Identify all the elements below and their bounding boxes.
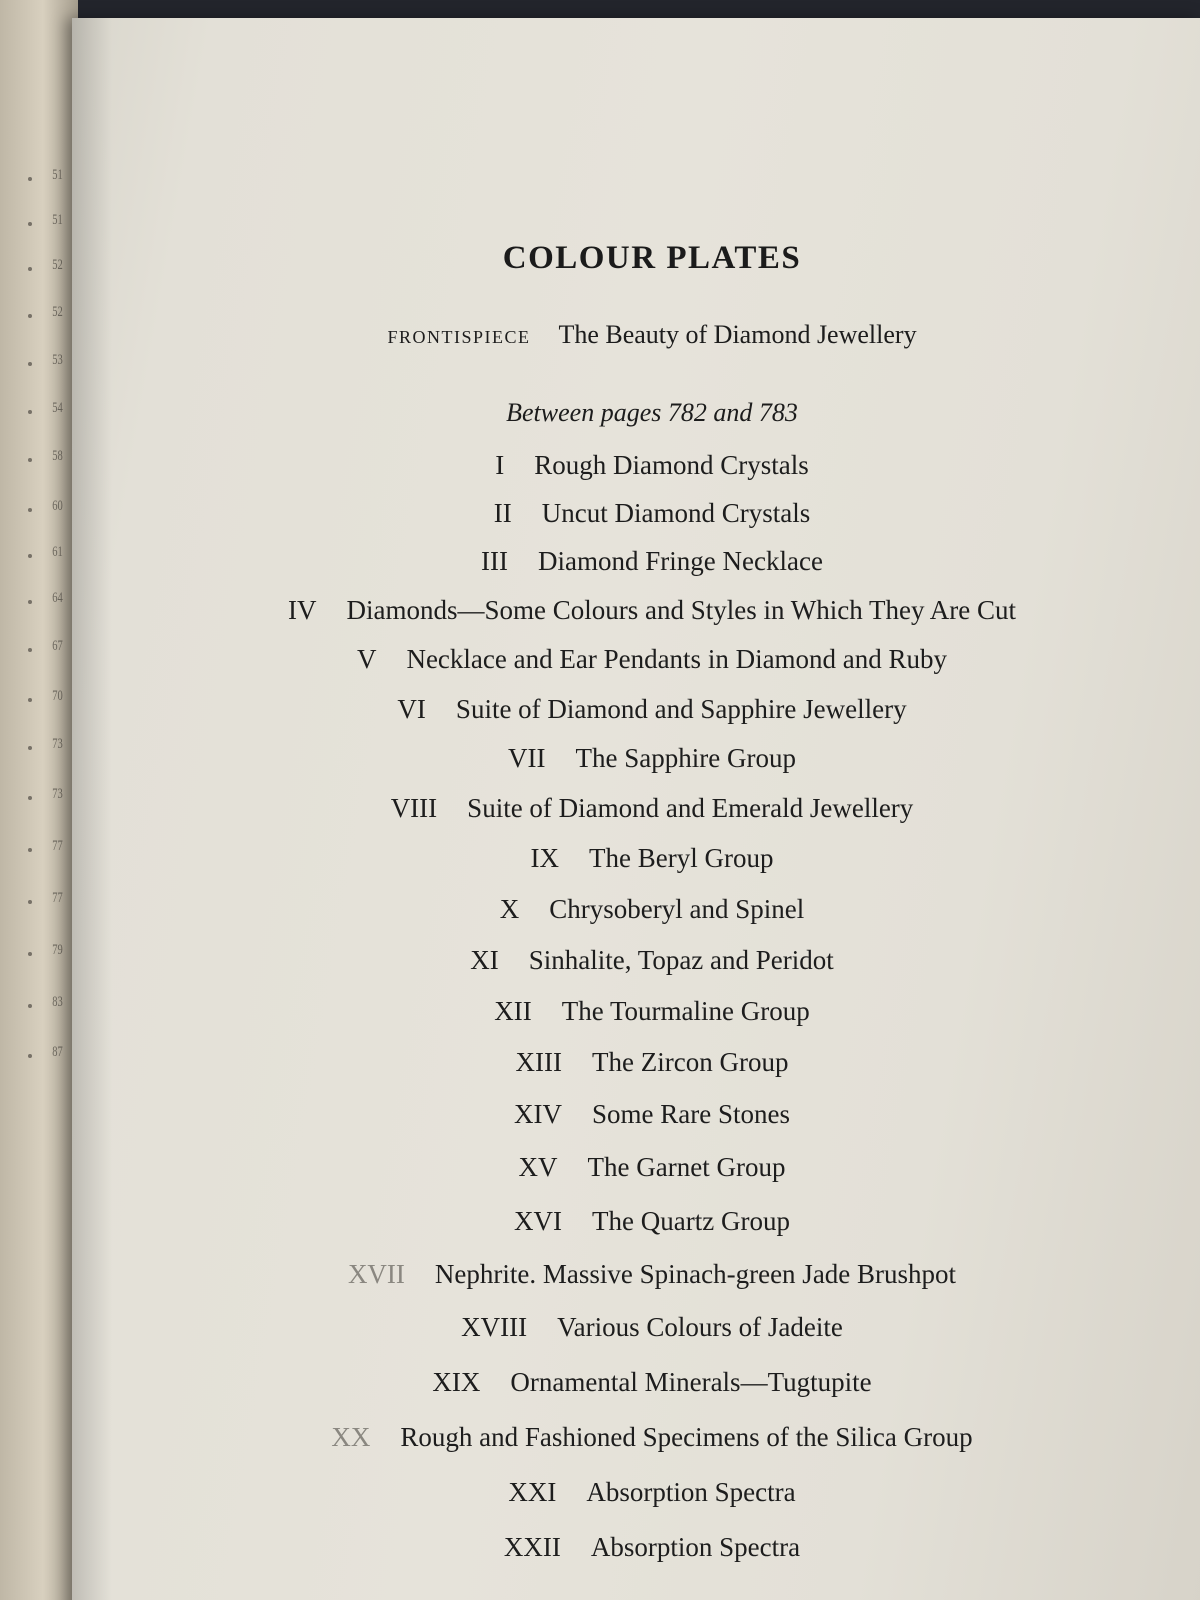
leader-dot	[28, 314, 32, 318]
plate-entry	[72, 1152, 1200, 1183]
previous-page-edge	[0, 0, 78, 1600]
plate-title: Diamond Fringe Necklace	[538, 546, 823, 576]
leader-dot	[28, 648, 32, 652]
leader-dot	[28, 698, 32, 702]
plate-title: Necklace and Ear Pendants in Diamond and Ruby	[406, 644, 948, 674]
plate-number: XIV	[514, 1099, 562, 1129]
leader-dot	[28, 177, 32, 181]
leader-dot	[28, 458, 32, 462]
plate-entry	[72, 843, 1200, 874]
plate-number: XII	[494, 996, 532, 1026]
plate-number: IV	[288, 595, 317, 625]
edge-page-number: 77	[52, 838, 63, 854]
frontispiece-title: The Beauty of Diamond Jewellery	[558, 320, 917, 349]
plate-number: II	[493, 498, 512, 528]
plate-number: XVI	[514, 1206, 563, 1236]
page-title: COLOUR PLATES	[502, 240, 802, 276]
plate-entry	[72, 894, 1200, 925]
plate-number: XX	[331, 1422, 371, 1452]
leader-dot	[28, 848, 32, 852]
plate-title: Sinhalite, Topaz and Peridot	[528, 945, 834, 975]
plate-entry	[72, 793, 1200, 824]
edge-page-number: 53	[52, 352, 63, 368]
leader-dot	[28, 362, 32, 366]
plate-number: XV	[518, 1152, 558, 1182]
leader-dot	[28, 1004, 32, 1008]
leader-dot	[28, 222, 32, 226]
plate-title: Rough and Fashioned Specimens of the Silica Group	[400, 1422, 973, 1452]
plate-title: Suite of Diamond and Emerald Jewellery	[467, 793, 914, 823]
plate-entry	[72, 694, 1200, 725]
plate-title: The Zircon Group	[592, 1047, 789, 1077]
plate-number: XXI	[508, 1477, 557, 1507]
plate-title: The Beryl Group	[589, 843, 774, 873]
edge-page-number: 51	[52, 167, 63, 183]
leader-dot	[28, 1054, 32, 1058]
plate-number: XXII	[503, 1532, 561, 1562]
edge-page-number: 60	[52, 498, 63, 514]
edge-page-number: 79	[52, 942, 63, 958]
plate-title: Ornamental Minerals—Tugtupite	[510, 1367, 872, 1397]
leader-dot	[28, 554, 32, 558]
plate-number: X	[499, 894, 520, 924]
plate-entry	[72, 595, 1200, 626]
plate-number: IX	[530, 843, 560, 873]
frontispiece-label: FRONTISPIECE	[387, 327, 531, 347]
edge-page-number: 73	[52, 786, 63, 802]
edge-page-number: 73	[52, 736, 63, 752]
plate-title: Chrysoberyl and Spinel	[549, 894, 805, 924]
between-pages-note: Between pages 782 and 783	[506, 398, 798, 427]
leader-dot	[28, 952, 32, 956]
plate-number: V	[356, 644, 377, 674]
leader-dot	[28, 600, 32, 604]
leader-dot	[28, 746, 32, 750]
plate-title: The Quartz Group	[592, 1206, 790, 1236]
plate-entry	[72, 1099, 1200, 1130]
plate-title: Uncut Diamond Crystals	[541, 498, 811, 528]
plate-entry	[72, 1422, 1200, 1453]
leader-dot	[28, 900, 32, 904]
edge-page-number: 67	[52, 638, 63, 654]
plate-number: XIX	[432, 1367, 481, 1397]
leader-dot	[28, 508, 32, 512]
edge-page-number: 70	[52, 688, 63, 704]
plate-title: Absorption Spectra	[590, 1532, 801, 1562]
plate-number: VIII	[390, 793, 438, 823]
plate-title: The Sapphire Group	[575, 743, 796, 773]
plate-entry	[72, 1532, 1200, 1563]
plate-entry	[72, 1477, 1200, 1508]
plate-title: Diamonds—Some Colours and Styles in Which They Are Cut	[346, 595, 1016, 625]
plate-title: The Garnet Group	[587, 1152, 786, 1182]
plate-number: XVII	[347, 1259, 405, 1289]
edge-page-number: 77	[52, 890, 63, 906]
plate-number: VII	[508, 743, 546, 773]
plate-entry	[72, 1367, 1200, 1398]
plate-number: III	[481, 546, 509, 576]
edge-page-number: 61	[52, 544, 63, 560]
plate-title: Rough Diamond Crystals	[534, 450, 809, 480]
plate-title: Absorption Spectra	[586, 1477, 796, 1507]
edge-page-number: 54	[52, 400, 63, 416]
edge-page-number: 52	[52, 257, 63, 273]
plate-number: XIII	[515, 1047, 563, 1077]
plate-title: Nephrite. Massive Spinach-green Jade Brushpot	[434, 1259, 957, 1289]
plate-title: Some Rare Stones	[592, 1099, 790, 1129]
edge-page-number: 52	[52, 304, 63, 320]
edge-page-number: 64	[52, 590, 63, 606]
leader-dot	[28, 267, 32, 271]
plate-number: VI	[397, 694, 426, 724]
plate-entry	[72, 996, 1200, 1027]
plate-entry	[72, 644, 1200, 675]
edge-page-number: 51	[52, 212, 63, 228]
plate-entry	[72, 743, 1200, 774]
plate-number: XVIII	[461, 1312, 528, 1342]
plate-entry	[72, 546, 1200, 577]
edge-page-number: 58	[52, 448, 63, 464]
plate-entry	[72, 1259, 1200, 1290]
plate-entry	[72, 1206, 1200, 1237]
plate-entry	[72, 498, 1200, 529]
frontispiece-entry	[72, 320, 1200, 350]
plate-number: I	[495, 450, 505, 480]
plate-entry	[72, 1047, 1200, 1078]
plate-title: Various Colours of Jadeite	[557, 1312, 843, 1342]
plate-title: The Tourmaline Group	[561, 996, 810, 1026]
plate-title: Suite of Diamond and Sapphire Jewellery	[455, 694, 907, 724]
edge-page-number: 87	[52, 1044, 63, 1060]
edge-page-number: 83	[52, 994, 63, 1010]
plate-entry	[72, 450, 1200, 481]
plate-number: XI	[470, 945, 499, 975]
plate-entry	[72, 945, 1200, 976]
plate-entry	[72, 1312, 1200, 1343]
leader-dot	[28, 410, 32, 414]
contents-page	[72, 18, 1200, 1600]
leader-dot	[28, 796, 32, 800]
